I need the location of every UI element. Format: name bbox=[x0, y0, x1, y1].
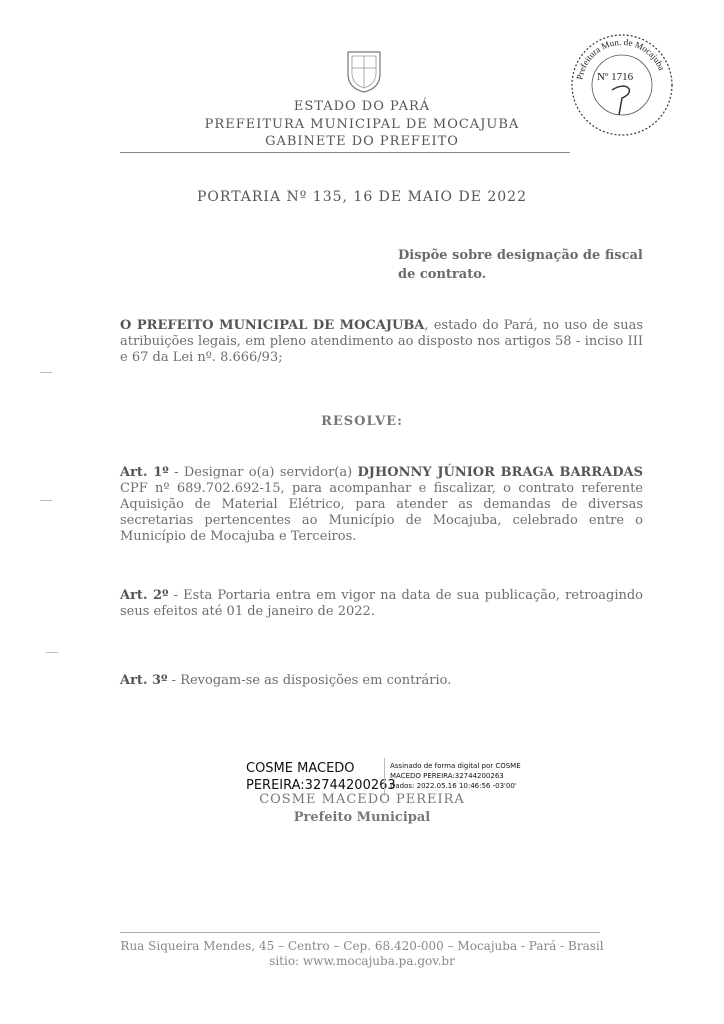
preamble-text: , estado do Pará, no uso de suas atribuições legais, em pleno atendimento ao disposto nos artigos 58 - inciso III e 67 da Lei nº. 8.666/93; bbox=[120, 318, 644, 365]
footer-address: Rua Siqueira Mendes, 45 – Centro – Cep. 68.420-000 – Mocajuba - Pará - Brasil bbox=[120, 939, 604, 953]
signer-role: Prefeito Municipal bbox=[293, 810, 431, 825]
header-state: ESTADO DO PARÁ bbox=[293, 99, 431, 114]
signature-name-line1: COSME MACEDO bbox=[246, 761, 355, 776]
article-1 bbox=[120, 465, 643, 545]
margin-mark bbox=[40, 500, 52, 501]
preamble-lead: O PREFEITO MUNICIPAL DE MOCAJUBA bbox=[120, 318, 425, 333]
article-3-label: Art. 3º bbox=[120, 673, 168, 688]
signature-detail-line3: Dados: 2022.05.16 10:46:56 -03'00' bbox=[390, 782, 517, 790]
article-1-text-after: CPF nº 689.702.692-15, para acompanhar e fiscalizar, o contrato referente Aquisição de Material Elétrico, para atender as demandas de diversas secretarias pertencentes ao Município de Mocajuba, celebrado entre o Município de Mocajuba e Terceiros. bbox=[120, 481, 643, 544]
document-title: PORTARIA Nº 135, 16 DE MAIO DE 2022 bbox=[197, 189, 527, 205]
stamp-ring-text: Prefeitura Mun. de Mocajuba bbox=[574, 36, 667, 81]
article-1-text-before: - Designar o(a) servidor(a) bbox=[168, 465, 358, 480]
article-1-highlight: DJHONNY JÚNIOR BRAGA BARRADAS bbox=[357, 465, 643, 480]
margin-mark bbox=[40, 372, 52, 373]
header-divider bbox=[120, 152, 570, 153]
municipal-crest-icon bbox=[344, 48, 384, 94]
preamble-paragraph bbox=[120, 318, 643, 366]
stamp-number: Nº 1716 bbox=[597, 71, 634, 83]
article-3-text: - Revogam-se as disposições em contrário. bbox=[167, 673, 452, 688]
header-office: GABINETE DO PREFEITO bbox=[265, 134, 459, 149]
signature-detail-line1: Assinado de forma digital por COSME bbox=[390, 762, 521, 770]
digital-signature-name bbox=[246, 760, 396, 794]
digital-signature-details bbox=[390, 761, 521, 791]
article-2 bbox=[120, 588, 643, 620]
header-prefecture: PREFEITURA MUNICIPAL DE MOCAJUBA bbox=[204, 117, 520, 132]
signer-name: COSME MACEDO PEREIRA bbox=[259, 792, 465, 807]
article-3 bbox=[120, 673, 643, 689]
document-ementa: Dispõe sobre designação de fiscal de contrato. bbox=[398, 248, 643, 282]
article-2-label: Art. 2º bbox=[120, 588, 169, 603]
margin-mark bbox=[46, 652, 58, 653]
resolve-heading: RESOLVE: bbox=[321, 414, 403, 429]
article-2-text: - Esta Portaria entra em vigor na data de sua publicação, retroagindo seus efeitos até 01 de janeiro de 2022. bbox=[120, 588, 643, 619]
footer-divider bbox=[120, 932, 600, 933]
signature-name-line2: PEREIRA:32744200263 bbox=[246, 778, 396, 793]
protocol-stamp-icon bbox=[567, 30, 677, 140]
signature-detail-line2: MACEDO PEREIRA:32744200263 bbox=[390, 772, 504, 780]
footer-site: sitio: www.mocajuba.pa.gov.br bbox=[269, 954, 455, 968]
signature-divider bbox=[384, 758, 385, 796]
article-1-label: Art. 1º bbox=[120, 465, 169, 480]
